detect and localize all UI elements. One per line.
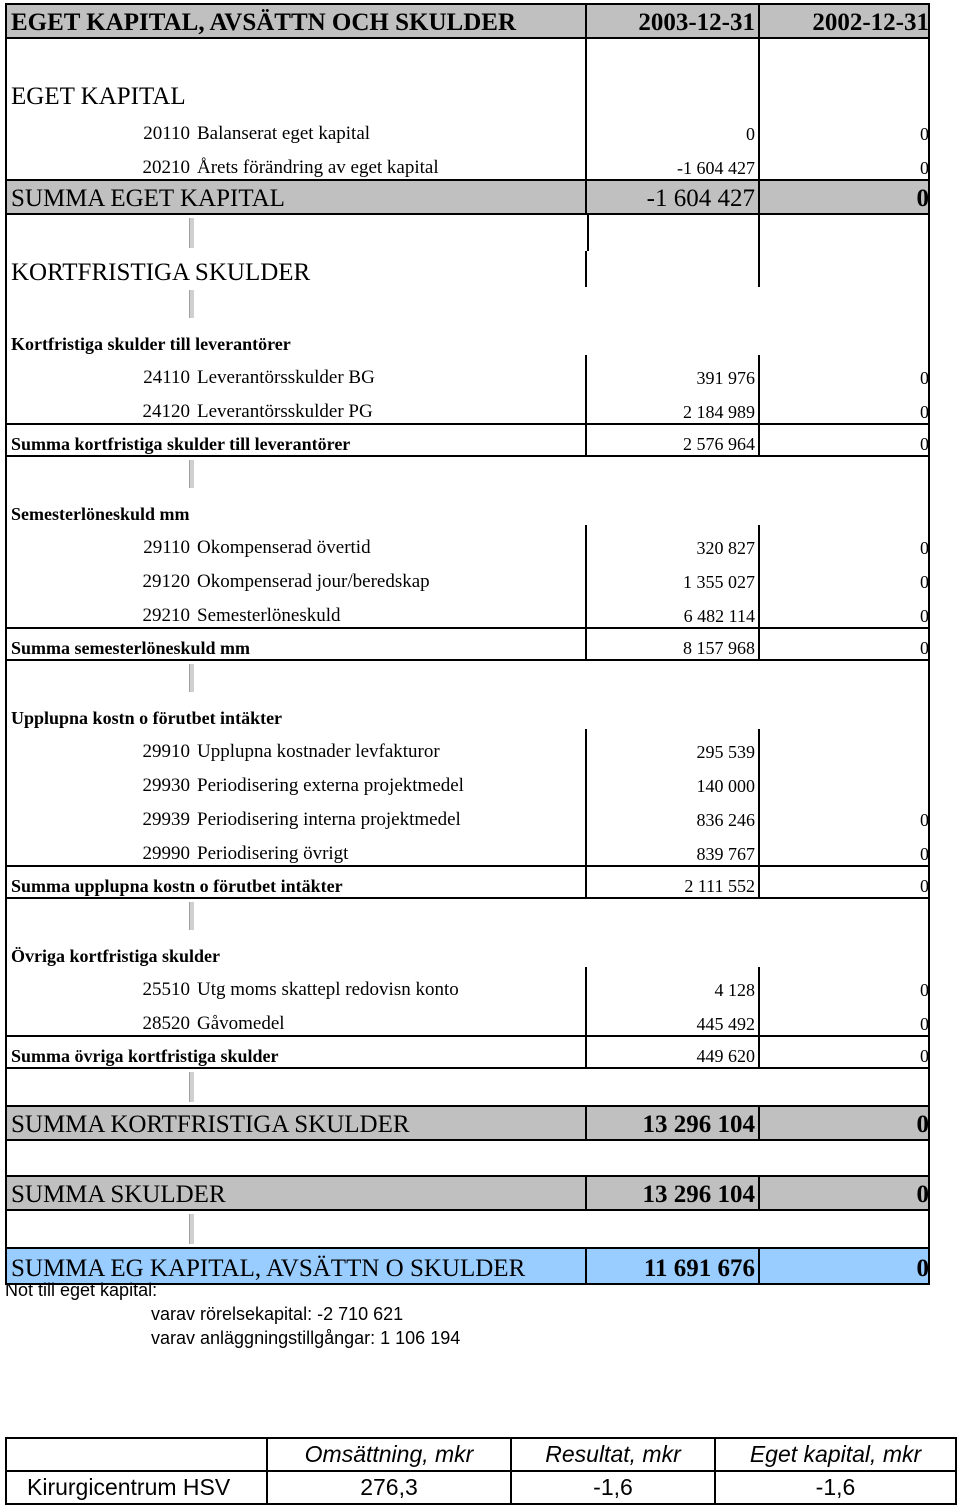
- sum-row-leverantorer: Summa kortfristiga skulder till leverantörer 2 576 964 0: [5, 423, 930, 457]
- section-heading-kortfristiga: KORTFRISTIGA SKULDER: [5, 251, 930, 287]
- balance-sheet: [5, 3, 930, 1285]
- table-row: 20210 Årets förändring av eget kapital -1 604 427 0: [5, 145, 930, 179]
- sum-row-kortfristiga: SUMMA KORTFRISTIGA SKULDER 13 296 104 0: [5, 1105, 930, 1141]
- subsection-heading: Semesterlöneskuld mm: [5, 491, 930, 525]
- unit-name: Kirurgicentrum HSV: [6, 1471, 267, 1504]
- note-line-working-capital: varav rörelsekapital: -2 710 621: [151, 1304, 404, 1324]
- subsection-heading: Kortfristiga skulder till leverantörer: [5, 321, 930, 355]
- table-row: 29939 Periodisering interna projektmedel 836 246 0: [5, 797, 930, 831]
- spacer-row: [5, 215, 930, 251]
- spacer-row: [5, 1141, 930, 1175]
- sum-row-ovriga: Summa övriga kortfristiga skulder 449 620 0: [5, 1035, 930, 1069]
- spacer-row: [5, 899, 930, 933]
- result-value: -1,6: [511, 1471, 715, 1504]
- table-row: 29210 Semesterlöneskuld 6 482 114 0: [5, 593, 930, 627]
- table-row: 24110 Leverantörsskulder BG 391 976 0: [5, 355, 930, 389]
- sheet-title: EGET KAPITAL, AVSÄTTN OCH SKULDER: [11, 9, 516, 36]
- section-heading-eget-kapital: [5, 39, 930, 111]
- table-row: 25510 Utg moms skattepl redovisn konto 4 128 0: [5, 967, 930, 1001]
- note-line-fixed-assets: varav anläggningstillgångar: 1 106 194: [151, 1328, 461, 1348]
- table-row: 29110 Okompenserad övertid 320 827 0: [5, 525, 930, 559]
- spacer-row: [5, 1211, 930, 1247]
- sum-row-total: SUMMA EG KAPITAL, AVSÄTTN O SKULDER 11 691 676 0: [5, 1247, 930, 1285]
- summary-header-row: [6, 1438, 956, 1471]
- subsection-heading: Upplupna kostn o förutbet intäkter: [5, 695, 930, 729]
- table-row: 29910 Upplupna kostnader levfakturor 295 539: [5, 729, 930, 763]
- sum-row-semester: Summa semesterlöneskuld mm 8 157 968 0: [5, 627, 930, 661]
- equity-value: -1,6: [715, 1471, 956, 1504]
- sum-row-upplupna: Summa upplupna kostn o förutbet intäkter 2 111 552 0: [5, 865, 930, 899]
- table-row: 20110 Balanserat eget kapital 0 0: [5, 111, 930, 145]
- heading-text: EGET KAPITAL: [11, 83, 186, 110]
- table-row: 24120 Leverantörsskulder PG 2 184 989 0: [5, 389, 930, 423]
- turnover-value: 276,3: [267, 1471, 511, 1504]
- note-title: Not till eget kapital:: [5, 1280, 158, 1300]
- spacer-row: [5, 1069, 930, 1105]
- table-row: 29990 Periodisering övrigt 839 767 0: [5, 831, 930, 865]
- sum-row-skulder: SUMMA SKULDER 13 296 104 0: [5, 1175, 930, 1211]
- table-row: 29120 Okompenserad jour/beredskap 1 355 027 0: [5, 559, 930, 593]
- summary-table: [5, 1437, 957, 1505]
- equity-note: [5, 1278, 460, 1350]
- spacer-row: [5, 457, 930, 491]
- summary-data-row: [6, 1471, 956, 1504]
- summary-header: Omsättning, mkr: [267, 1438, 511, 1471]
- spacer-row: [5, 287, 930, 321]
- table-row: 29930 Periodisering externa projektmedel 140 000: [5, 763, 930, 797]
- header-2003: 2003-12-31: [638, 9, 755, 36]
- subsection-heading: Övriga kortfristiga skulder: [5, 933, 930, 967]
- sum-row-eget-kapital: SUMMA EGET KAPITAL -1 604 427 0: [5, 179, 930, 215]
- header-2002: 2002-12-31: [812, 9, 929, 36]
- summary-header: Resultat, mkr: [511, 1438, 715, 1471]
- table-row: 28520 Gåvomedel 445 492 0: [5, 1001, 930, 1035]
- header-row: [5, 3, 930, 39]
- summary-header: Eget kapital, mkr: [715, 1438, 956, 1471]
- spacer-row: [5, 661, 930, 695]
